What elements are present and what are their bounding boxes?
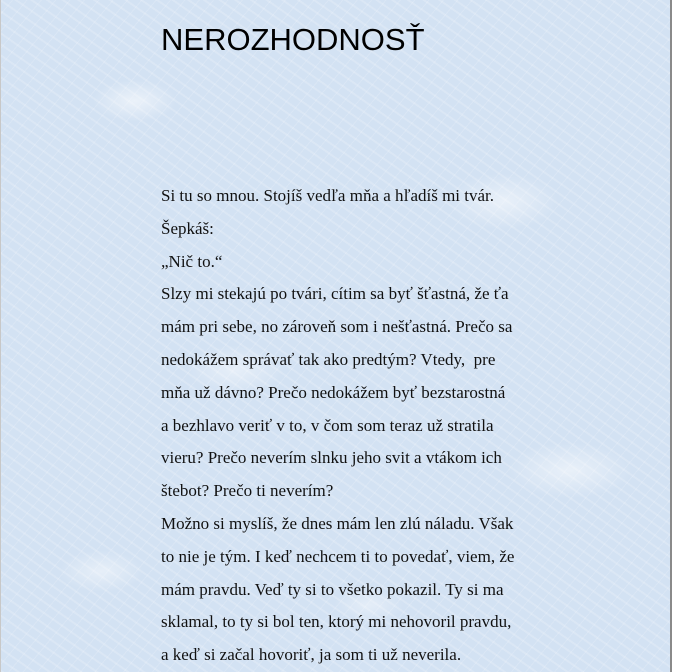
text-line: „Nič to.“	[161, 251, 223, 271]
text-line: mňa už dávno? Prečo nedokážem byť bezstarostná	[161, 382, 506, 402]
text-line: a keď si začal hovoriť, ja som ti už neverila.	[161, 645, 462, 665]
text-line: nedokážem správať tak ako predtým? Vtedy, pre	[161, 349, 496, 369]
text-line: Slzy mi stekajú po tvári, cítim sa byť šťastná, že ťa	[161, 284, 509, 304]
text-line: a bezhlavo veriť v to, v čom som teraz už stratila	[161, 415, 494, 435]
text-line: mám pri sebe, no zároveň som i nešťastná. Prečo sa	[161, 317, 513, 337]
document-title: NEROZHODNOSŤ	[161, 22, 425, 57]
text-line: mám pravdu. Veď ty si to všetko pokazil. Ty si ma	[161, 579, 504, 599]
text-line: vieru? Prečo neverím slnku jeho svit a vtákom ich	[161, 448, 502, 468]
text-line: Šepkáš:	[161, 218, 214, 238]
document-body	[161, 180, 571, 672]
text-line: sklamal, to ty si bol ten, ktorý mi nehovoril pravdu,	[161, 612, 512, 632]
text-line: Si tu so mnou. Stojíš vedľa mňa a hľadíš mi tvár.	[161, 186, 495, 205]
text-line: Možno si myslíš, že dnes mám len zlú náladu. Však	[161, 513, 514, 533]
text-line: štebot? Prečo ti neverím?	[161, 481, 334, 501]
text-line: to nie je tým. I keď nechcem ti to povedať, viem, že	[161, 546, 515, 566]
